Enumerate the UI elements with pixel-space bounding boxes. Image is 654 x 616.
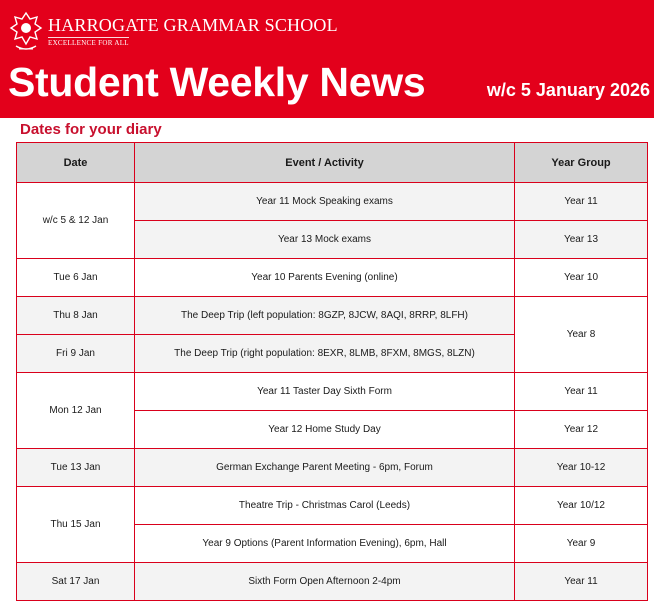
page-title: Student Weekly News (8, 59, 426, 105)
event-cell: The Deep Trip (left population: 8GZP, 8JCW, 8AQI, 8RRP, 8LFH) (135, 297, 515, 335)
event-cell: Year 13 Mock exams (135, 221, 515, 259)
week-commencing-label: w/c 5 January 2026 (486, 80, 650, 100)
event-cell: Year 11 Taster Day Sixth Form (135, 373, 515, 411)
year-group-cell: Year 11 (515, 373, 648, 411)
year-group-cell: Year 8 (515, 297, 648, 373)
event-cell: Theatre Trip - Christmas Carol (Leeds) (135, 487, 515, 525)
date-cell: Fri 9 Jan (17, 335, 135, 373)
table-row (17, 563, 648, 601)
date-cell: w/c 5 & 12 Jan (17, 183, 135, 259)
school-name: HARROGATE GRAMMAR SCHOOL (48, 15, 338, 35)
table-row (17, 259, 648, 297)
event-cell: The Deep Trip (right population: 8EXR, 8LMB, 8FXM, 8MGS, 8LZN) (135, 335, 515, 373)
date-cell: Thu 15 Jan (17, 487, 135, 563)
table-row (17, 449, 648, 487)
year-group-cell: Year 11 (515, 563, 648, 601)
school-tagline: EXCELLENCE FOR ALL (48, 39, 129, 47)
table-header-row (17, 143, 648, 183)
event-cell: Year 9 Options (Parent Information Evening), 6pm, Hall (135, 525, 515, 563)
column-header-date: Date (17, 143, 135, 183)
date-cell: Sat 17 Jan (17, 563, 135, 601)
table-row (17, 373, 648, 411)
year-group-cell: Year 9 (515, 525, 648, 563)
date-cell: Tue 13 Jan (17, 449, 135, 487)
date-cell: Mon 12 Jan (17, 373, 135, 449)
event-cell: Year 12 Home Study Day (135, 411, 515, 449)
column-header-event: Event / Activity (135, 143, 515, 183)
table-row (17, 183, 648, 221)
event-cell: Sixth Form Open Afternoon 2-4pm (135, 563, 515, 601)
event-cell: Year 10 Parents Evening (online) (135, 259, 515, 297)
year-group-cell: Year 10-12 (515, 449, 648, 487)
table-row (17, 487, 648, 525)
year-group-cell: Year 13 (515, 221, 648, 259)
school-crest-icon (9, 11, 43, 53)
event-cell: Year 11 Mock Speaking exams (135, 183, 515, 221)
column-header-year-group: Year Group (515, 143, 648, 183)
year-group-cell: Year 12 (515, 411, 648, 449)
section-heading: Dates for your diary (20, 121, 162, 138)
event-cell: German Exchange Parent Meeting - 6pm, Forum (135, 449, 515, 487)
year-group-cell: Year 10 (515, 259, 648, 297)
year-group-cell: Year 11 (515, 183, 648, 221)
header-banner (0, 0, 654, 118)
date-cell: Tue 6 Jan (17, 259, 135, 297)
year-group-cell: Year 10/12 (515, 487, 648, 525)
diary-table (16, 142, 648, 601)
date-cell: Thu 8 Jan (17, 297, 135, 335)
table-row (17, 297, 648, 335)
